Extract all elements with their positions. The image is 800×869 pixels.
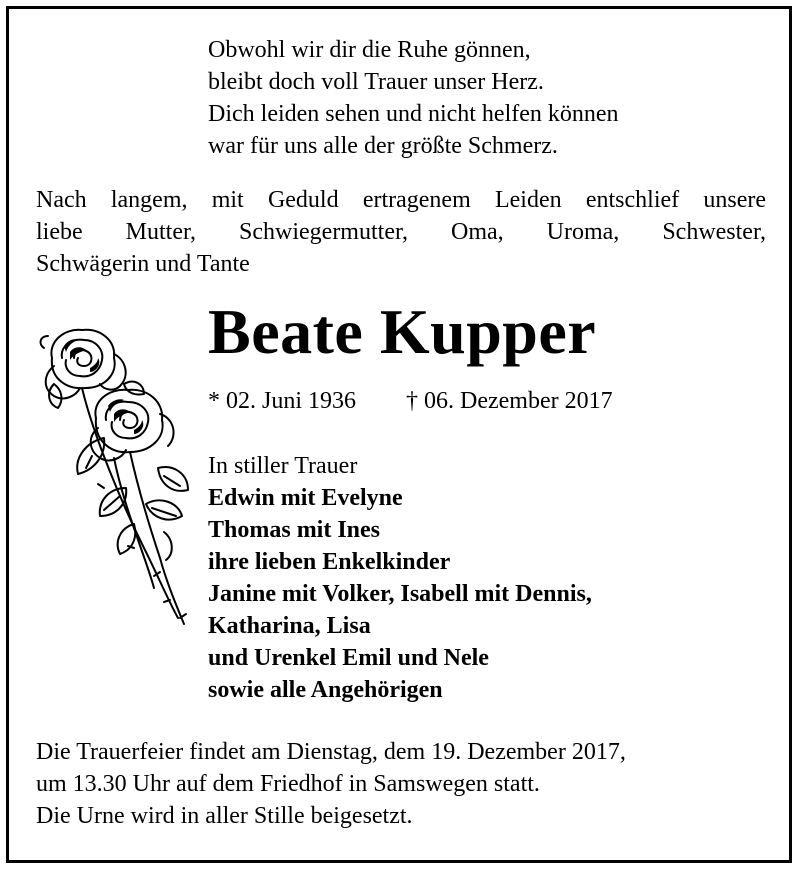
mourner-line: Katharina, Lisa bbox=[208, 613, 371, 639]
poem-line: Dich leiden sehen und nicht helfen können bbox=[208, 101, 619, 127]
intro-line: Schwägerin und Tante bbox=[36, 251, 250, 277]
poem-line: Obwohl wir dir die Ruhe gönnen, bbox=[208, 37, 531, 63]
mourners bbox=[208, 450, 592, 706]
funeral-line: Die Urne wird in aller Stille beigesetzt. bbox=[36, 803, 413, 829]
mourner-line: Janine mit Volker, Isabell mit Dennis, bbox=[208, 581, 592, 607]
mourner-line: ihre lieben Enkelkinder bbox=[208, 549, 451, 575]
intro-line: Nach langem, mit Geduld ertragenem Leiden entschlief unsere bbox=[36, 187, 766, 213]
poem bbox=[208, 34, 619, 162]
funeral-info bbox=[36, 736, 766, 832]
mourner-line: und Urenkel Emil und Nele bbox=[208, 645, 489, 671]
funeral-line: Die Trauerfeier findet am Dienstag, dem 19. Dezember 2017, bbox=[36, 739, 626, 765]
funeral-line: um 13.30 Uhr auf dem Friedhof in Samswegen statt. bbox=[36, 771, 540, 797]
life-dates bbox=[208, 385, 613, 417]
birth-date: * 02. Juni 1936 bbox=[208, 388, 357, 414]
roses-icon bbox=[34, 318, 194, 638]
intro-text bbox=[36, 184, 766, 280]
death-date: † 06. Dezember 2017 bbox=[406, 388, 613, 414]
mourner-line: sowie alle Angehörigen bbox=[208, 677, 443, 703]
mourners-heading: In stiller Trauer bbox=[208, 453, 358, 479]
intro-line: liebe Mutter, Schwiegermutter, Oma, Uroma, Schwester, bbox=[36, 219, 766, 245]
poem-line: war für uns alle der größte Schmerz. bbox=[208, 133, 558, 159]
poem-line: bleibt doch voll Trauer unser Herz. bbox=[208, 69, 544, 95]
deceased-name: Beate Kupper bbox=[208, 296, 597, 367]
mourner-line: Thomas mit Ines bbox=[208, 517, 381, 543]
mourner-line: Edwin mit Evelyne bbox=[208, 485, 403, 511]
